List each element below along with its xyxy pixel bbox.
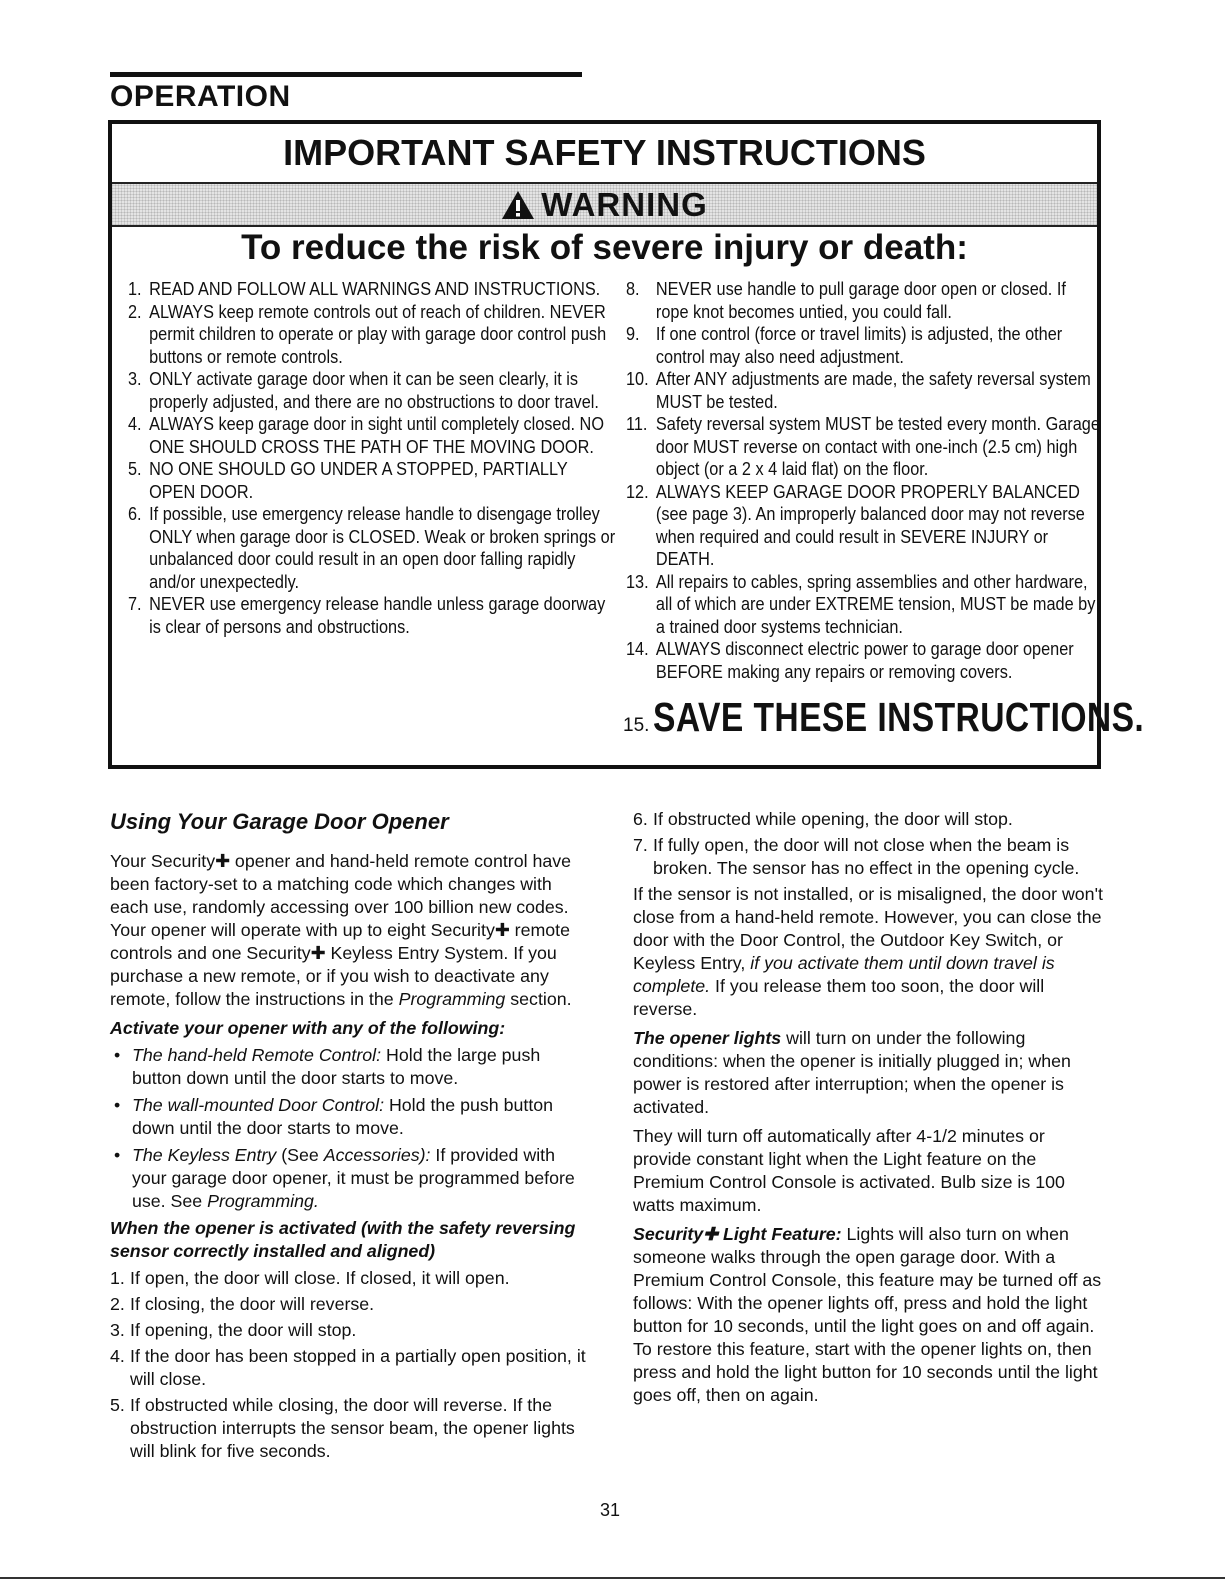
safety-item: 9. If one control (force or travel limits) is adjusted, the other control may also need adjustment. <box>626 323 1063 367</box>
safety-box <box>108 120 1145 769</box>
safety-list-left <box>128 278 616 638</box>
save-instructions <box>623 694 1225 741</box>
page-edge-rule <box>0 1577 1225 1579</box>
safety-title: IMPORTANT SAFETY INSTRUCTIONS <box>283 132 926 173</box>
right-column <box>633 808 1105 1413</box>
bullet-item: • The wall-mounted Door Control: Hold the push button down until the door starts to move. <box>114 1095 554 1138</box>
section-heading: Using Your Garage Door Opener <box>110 809 449 834</box>
list-item: 2. If closing, the door will reverse. <box>110 1294 375 1314</box>
safety-item: 2. ALWAYS keep remote controls out of reach of children. NEVER permit children to operate or play with garage door control push buttons or remote controls. <box>128 300 607 367</box>
page-number: 31 <box>599 1500 621 1520</box>
list-item: 6. If obstructed while opening, the door will stop. <box>633 809 1013 829</box>
warning-triangle-icon <box>501 190 535 220</box>
safety-item: 1. READ AND FOLLOW ALL WARNINGS AND INSTRUCTIONS. <box>128 278 601 299</box>
safety-item: 5. NO ONE SHOULD GO UNDER A STOPPED, PARTIALLY OPEN DOOR. <box>128 458 568 502</box>
intro-paragraph: Your Security✚ opener and hand-held remote control have been factory-set to a matching code which changes with each use, randomly accessing over 100 billion new codes. Your opener will operate with up to eight Security✚ remote controls and one Security✚ Keyless Entry System. If you purchase a new remote, or if you wish to deactivate any remote, follow the instructions in the Programming section. <box>110 851 572 1009</box>
safety-list-right <box>626 278 1101 683</box>
list-item: 7. If fully open, the door will not close when the beam is broken. The sensor has no effect in the opening cycle. <box>633 835 1080 878</box>
risk-heading: To reduce the risk of severe injury or death: <box>241 228 968 267</box>
safety-item: 10. After ANY adjustments are made, the safety reversal system MUST be tested. <box>626 368 1091 412</box>
auto-off-paragraph: They will turn off automatically after 4-1/2 minutes or provide constant light when the Light feature on the Premium Control Console is activated. Bulb size is 100 watts maximum. <box>633 1126 1065 1215</box>
sensor-paragraph: If the sensor is not installed, or is misaligned, the door won't close from a hand-held remote. However, you can close the door with the Door Control, the Outdoor Key Switch, or Keyless Entry, if you activate them until down travel is complete. If you release them too soon, the door will reverse. <box>633 884 1103 1019</box>
safety-item: 3. ONLY activate garage door when it can be seen clearly, it is properly adjusted, and there are no obstructions to door travel. <box>128 368 599 412</box>
list-item: 5. If obstructed while closing, the door will reverse. If the obstruction interrupts the sensor beam, the opener lights will blink for five seconds. <box>110 1395 575 1461</box>
save-number: 15. <box>623 715 650 736</box>
section-title: OPERATION <box>110 80 291 113</box>
warning-label: WARNING <box>541 185 708 223</box>
safety-item: 12. ALWAYS KEEP GARAGE DOOR PROPERLY BALANCED (see page 3). An improperly balanced door may not reverse when required and could result in SEVERE INJURY or DEATH. <box>626 480 1085 569</box>
left-column <box>110 808 590 1466</box>
safety-item: 6. If possible, use emergency release handle to disengage trolley ONLY when garage door is CLOSED. Weak or broken springs or unbalanced door could result in an open door falling rapidly and/or unexpectedly. <box>128 503 616 592</box>
safety-item: 7. NEVER use emergency release handle unless garage doorway is clear of persons and obstructions. <box>128 593 606 637</box>
save-text: SAVE THESE INSTRUCTIONS. <box>653 694 1145 740</box>
bullet-item: • The hand-held Remote Control: Hold the large push button down until the door starts to move. <box>114 1045 541 1088</box>
safety-item: 8. NEVER use handle to pull garage door open or closed. If rope knot becomes untied, you could fall. <box>626 278 1066 322</box>
when-heading: When the opener is activated (with the safety reversing sensor correctly installed and aligned) <box>110 1218 576 1261</box>
safety-item: 4. ALWAYS keep garage door in sight until completely closed. NO ONE SHOULD CROSS THE PATH OF THE MOVING DOOR. <box>128 413 604 457</box>
safety-item: 13. All repairs to cables, spring assemblies and other hardware, all of which are under EXTREME tension, MUST be made by a trained door systems technician. <box>626 570 1096 637</box>
bullet-item: • The Keyless Entry (See Accessories): If provided with your garage door opener, it must be programmed before use. See Programming. <box>114 1145 575 1211</box>
activate-heading: Activate your opener with any of the following: <box>110 1018 506 1038</box>
list-item: 3. If opening, the door will stop. <box>110 1320 357 1340</box>
warning-banner <box>112 182 1097 227</box>
section-rule <box>110 72 582 77</box>
list-item: 1. If open, the door will close. If closed, it will open. <box>110 1268 510 1288</box>
list-item: 4. If the door has been stopped in a partially open position, it will close. <box>110 1346 586 1389</box>
lights-paragraph: The opener lights will turn on under the following conditions: when the opener is initially plugged in; when power is restored after interruption; when the opener is activated. <box>633 1028 1071 1117</box>
safety-item: 11. Safety reversal system MUST be tested every month. Garage door MUST reverse on contact with one-inch (2.5 cm) high object (or a 2 x 4 laid flat) on the floor. <box>626 413 1100 479</box>
light-feature-paragraph: Security✚ Light Feature: Lights will also turn on when someone walks through the open garage door. With a Premium Control Console, this feature may be turned off as follows: With the opener lights off, press and hold the light button for 10 seconds, until the light goes on and off again. To restore this feature, start with the opener lights on, then press and hold the light button for 10 seconds until the light goes off, then on again. <box>633 1224 1102 1405</box>
safety-item: 14. ALWAYS disconnect electric power to garage door opener BEFORE making any repairs or removing covers. <box>626 638 1074 682</box>
